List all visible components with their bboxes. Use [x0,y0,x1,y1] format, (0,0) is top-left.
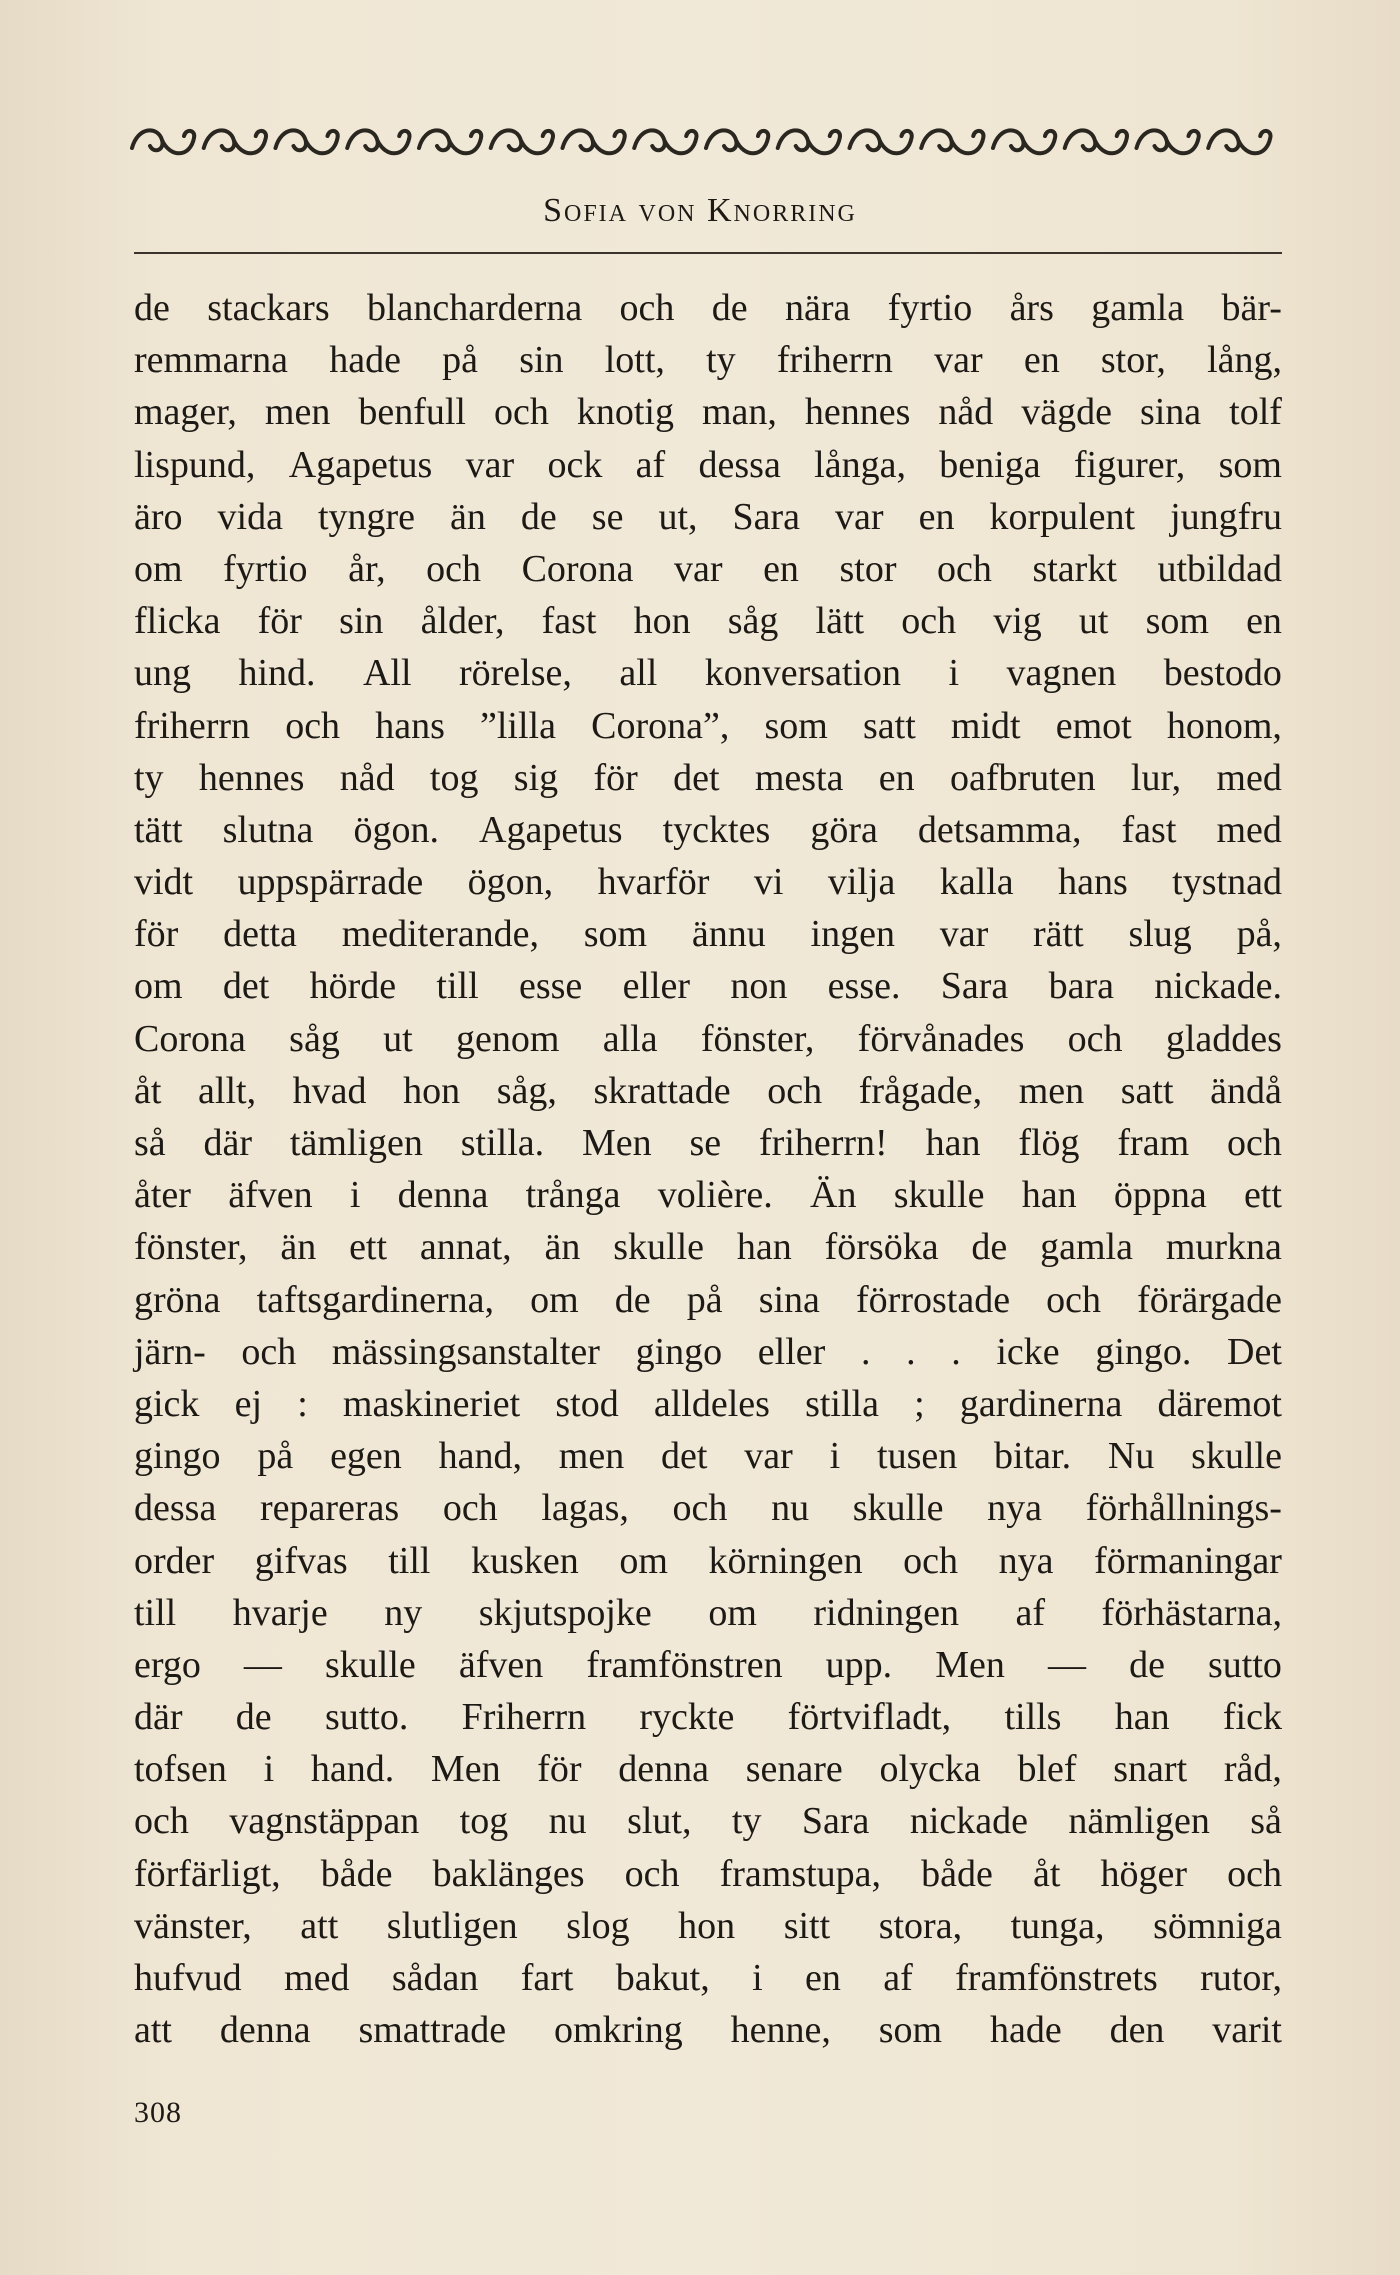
page-number: 308 [134,2096,182,2129]
text-line: gick ej : maskineriet stod alldeles stilla ; gardinerna däremot [134,1382,1282,1425]
text-line: dessa repareras och lagas, och nu skulle nya förhållnings- [134,1487,1282,1530]
text-line: fönster, än ett annat, än skulle han försöka de gamla murkna [134,1226,1282,1269]
scroll-wave-border-icon [128,118,1276,164]
text-line: remmarna hade på sin lott, ty friherrn var en stor, lång, [134,339,1282,382]
scroll-wave-segment [921,130,983,153]
text-line: så där tämligen stilla. Men se friherrn! han flög fram och [134,1122,1282,1164]
text-line: om fyrtio år, och Corona var en stor och starkt utbildad [134,547,1282,590]
scroll-wave-segment [419,130,481,153]
text-line: hufvud med sådan fart bakut, i en af framfönstrets rutor, [134,1957,1282,1999]
text-line: ergo — skulle äfven framfönstren upp. Men — de sutto [134,1643,1282,1686]
text-line: lispund, Agapetus var ock af dessa långa, beniga figurer, som [134,443,1282,486]
scroll-wave-segment [132,130,194,153]
text-line: att denna smattrade omkring henne, som hade den varit [134,2009,1282,2052]
scroll-wave-segment [778,130,840,153]
text-line: till hvarje ny skjutspojke om ridningen af förhästarna, [134,1591,1282,1634]
header-rule [134,252,1282,254]
text-line: och vagnstäppan tog nu slut, ty Sara nickade nämligen så [134,1800,1282,1843]
text-line: de stackars blancharderna och de nära fyrtio års gamla bär- [134,287,1282,329]
text-line: gingo på egen hand, men det var i tusen bitar. Nu skulle [134,1435,1282,1478]
scroll-wave-segment [347,130,409,153]
scroll-wave-segment [1065,130,1127,153]
scroll-wave-segment [634,130,696,153]
text-line: gröna taftsgardinerna, om de på sina förrostade och förärgade [134,1278,1282,1321]
scroll-wave-segment [706,130,768,153]
text-line: åter äfven i denna trånga volière. Än skulle han öppna ett [134,1174,1282,1217]
text-line: vänster, att slutligen slog hon sitt stora, tunga, sömniga [134,1904,1282,1947]
scroll-wave-segment [850,130,912,153]
text-line: järn- och mässingsanstalter gingo eller . . . icke gingo. Det [134,1330,1282,1373]
text-line: där de sutto. Friherrn ryckte förtvifladt, tills han fick [134,1696,1282,1739]
scroll-wave-segment [1137,130,1199,153]
text-line: vidt uppspärrade ögon, hvarför vi vilja kalla hans tystnad [134,861,1282,904]
text-line: mager, men benfull och knotig man, hennes nåd vägde sina tolf [134,391,1282,434]
text-line: tofsen i hand. Men för denna senare olycka blef snart råd, [134,1748,1282,1791]
text-line: förfärligt, både baklänges och framstupa, både åt höger och [134,1852,1282,1895]
text-line: ung hind. All rörelse, all konversation i vagnen bestodo [134,652,1282,695]
text-line: äro vida tyngre än de se ut, Sara var en korpulent jungfru [134,495,1282,538]
text-line: order gifvas till kusken om körningen och nya förmaningar [134,1539,1282,1582]
scroll-wave-segment [491,130,553,153]
body-text [134,282,1282,2056]
text-line: åt allt, hvad hon såg, skrattade och frågade, men satt ändå [134,1069,1282,1112]
running-head: Sofia von Knorring [543,192,857,229]
text-line: ty hennes nåd tog sig för det mesta en oafbruten lur, med [134,756,1282,799]
text-line: friherrn och hans ”lilla Corona”, som satt midt emot honom, [134,704,1282,747]
scroll-wave-segment [993,130,1055,153]
scroll-wave-segment [204,130,266,153]
scroll-wave-segment [563,130,625,153]
scroll-wave-segment [276,130,338,153]
text-line: Corona såg ut genom alla fönster, förvånades och gladdes [134,1017,1282,1060]
text-line: flicka för sin ålder, fast hon såg lätt och vig ut som en [134,600,1282,643]
scroll-wave-segment [1208,130,1270,153]
text-line: om det hörde till esse eller non esse. Sara bara nickade. [134,965,1282,1008]
text-line: tätt slutna ögon. Agapetus tycktes göra detsamma, fast med [134,808,1282,851]
text-line: för detta mediterande, som ännu ingen var rätt slug på, [134,913,1282,956]
